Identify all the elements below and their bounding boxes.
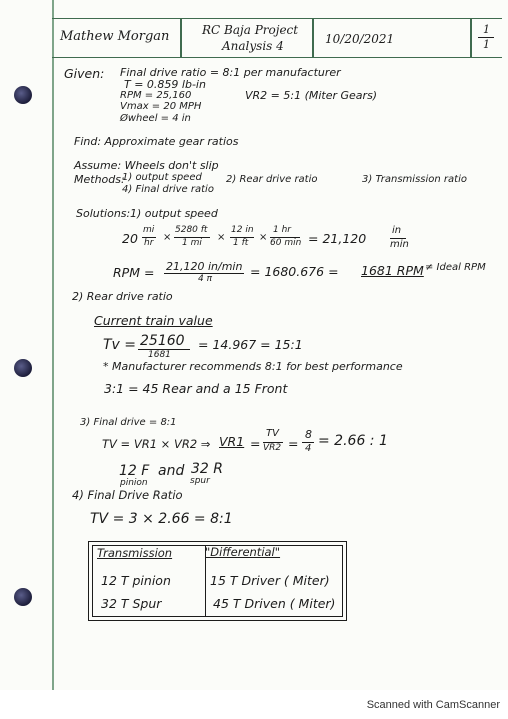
- rpm-rounded: 1681 RPM: [361, 263, 424, 278]
- unit-in: in: [392, 225, 402, 236]
- vr1-label: VR1: [219, 434, 245, 449]
- find-statement: Find: Approximate gear ratios: [74, 135, 239, 148]
- current-train-value: Current train value: [94, 313, 213, 328]
- rpm-exact: = 1680.676 =: [250, 264, 339, 279]
- hour-per-minute-num: 1 hr: [273, 225, 291, 235]
- given-label: Given:: [64, 66, 105, 81]
- table-header-transmission: Transmission: [97, 546, 173, 560]
- given-wheel-diameter: Øwheel = 4 in: [120, 113, 191, 124]
- inch-per-foot-num: 12 in: [231, 225, 254, 235]
- table-cell-driver: 15 T Driver ( Miter): [210, 573, 330, 588]
- spur-label: spur: [190, 476, 210, 486]
- rear-drive-heading: 2) Rear drive ratio: [72, 290, 173, 303]
- method-final-drive: 4) Final drive ratio: [122, 184, 214, 195]
- unit-mi: mi: [143, 225, 155, 235]
- table-header-differential: "Differential": [205, 545, 281, 559]
- feet-per-mile-num: 5280 ft: [175, 225, 208, 235]
- margin-line: [52, 0, 54, 690]
- times-sign: ×: [217, 232, 226, 243]
- equals-sign: =: [288, 436, 299, 451]
- page-number: 1: [483, 23, 490, 36]
- method-transmission: 3) Transmission ratio: [362, 174, 467, 185]
- method-output-speed: 1) output speed: [122, 172, 202, 183]
- inch-per-foot-den: 1 ft: [233, 238, 249, 248]
- hour-per-minute-den: 60 min: [270, 238, 302, 248]
- speed-value: 20: [122, 231, 138, 246]
- rear-gear-selection: 3:1 = 45 Rear and a 15 Front: [104, 381, 288, 396]
- author-name: Mathew Morgan: [60, 29, 170, 44]
- and-text: and: [158, 463, 185, 479]
- given-vr2: VR2 = 5:1 (Miter Gears): [245, 89, 378, 102]
- pinion-label: pinion: [120, 478, 148, 488]
- final-drive-ratio-heading: 4) Final Drive Ratio: [72, 488, 183, 502]
- frac-8: 8: [305, 428, 312, 441]
- assume-statement: Assume: Wheels don't slip: [74, 159, 219, 172]
- unit-min: min: [390, 239, 409, 250]
- given-rpm: RPM = 25,160: [120, 90, 192, 101]
- binder-hole-top: [14, 86, 32, 104]
- analysis-title: Analysis 4: [222, 39, 284, 53]
- date: 10/20/2021: [325, 32, 395, 46]
- frac-tv: TV: [266, 428, 279, 439]
- final-drive-heading: 3) Final drive = 8:1: [80, 417, 177, 428]
- given-final-drive: Final drive ratio = 8:1 per manufacturer: [120, 66, 341, 79]
- given-torque: T = 0.859 lb-in: [124, 78, 206, 91]
- scanner-watermark: Scanned with CamScanner: [366, 699, 500, 711]
- rpm-denominator: 4 π: [198, 274, 213, 284]
- rpm-numerator: 21,120 in/min: [166, 260, 243, 273]
- equals-sign: =: [250, 436, 261, 451]
- tv-result: = 14.967 = 15:1: [198, 337, 303, 352]
- times-sign: ×: [259, 232, 268, 243]
- tv-denominator: 1681: [148, 350, 171, 360]
- solutions-label: Solutions:: [76, 207, 131, 220]
- manufacturer-note: * Manufacturer recommends 8:1 for best performance: [103, 360, 403, 373]
- binder-hole-middle: [14, 359, 32, 377]
- given-vmax: Vmax = 20 MPH: [120, 101, 202, 112]
- spur-teeth: 32 R: [191, 461, 223, 477]
- speed-result: = 21,120: [308, 231, 367, 246]
- times-sign: ×: [163, 232, 172, 243]
- rpm-note: ≠ Ideal RPM: [425, 262, 486, 273]
- table-cell-driven: 45 T Driven ( Miter): [213, 596, 336, 611]
- vr1-result: = 2.66 : 1: [318, 433, 388, 449]
- tv-numerator: 25160: [140, 333, 185, 349]
- project-title: RC Baja Project: [202, 23, 299, 37]
- page-total: 1: [483, 38, 490, 51]
- tv-vr-equation: TV = VR1 × VR2 ⇒: [102, 437, 211, 451]
- method-rear-drive: 2) Rear drive ratio: [226, 174, 318, 185]
- methods-label: Methods:: [74, 173, 125, 186]
- unit-hr: hr: [144, 238, 154, 248]
- feet-per-mile-den: 1 mi: [182, 238, 202, 248]
- solution-output-speed: 1) output speed: [130, 207, 218, 220]
- rpm-label: RPM =: [113, 265, 155, 280]
- final-drive-ratio-equation: TV = 3 × 2.66 = 8:1: [90, 511, 233, 527]
- frac-vr2: VR2: [263, 443, 282, 453]
- table-cell-pinion: 12 T pinion: [101, 573, 171, 588]
- binder-hole-bottom: [14, 588, 32, 606]
- table-cell-spur: 32 T Spur: [101, 596, 162, 611]
- pinion-teeth: 12 F: [119, 463, 150, 479]
- frac-4: 4: [305, 443, 312, 454]
- tv-label: Tv =: [103, 337, 137, 353]
